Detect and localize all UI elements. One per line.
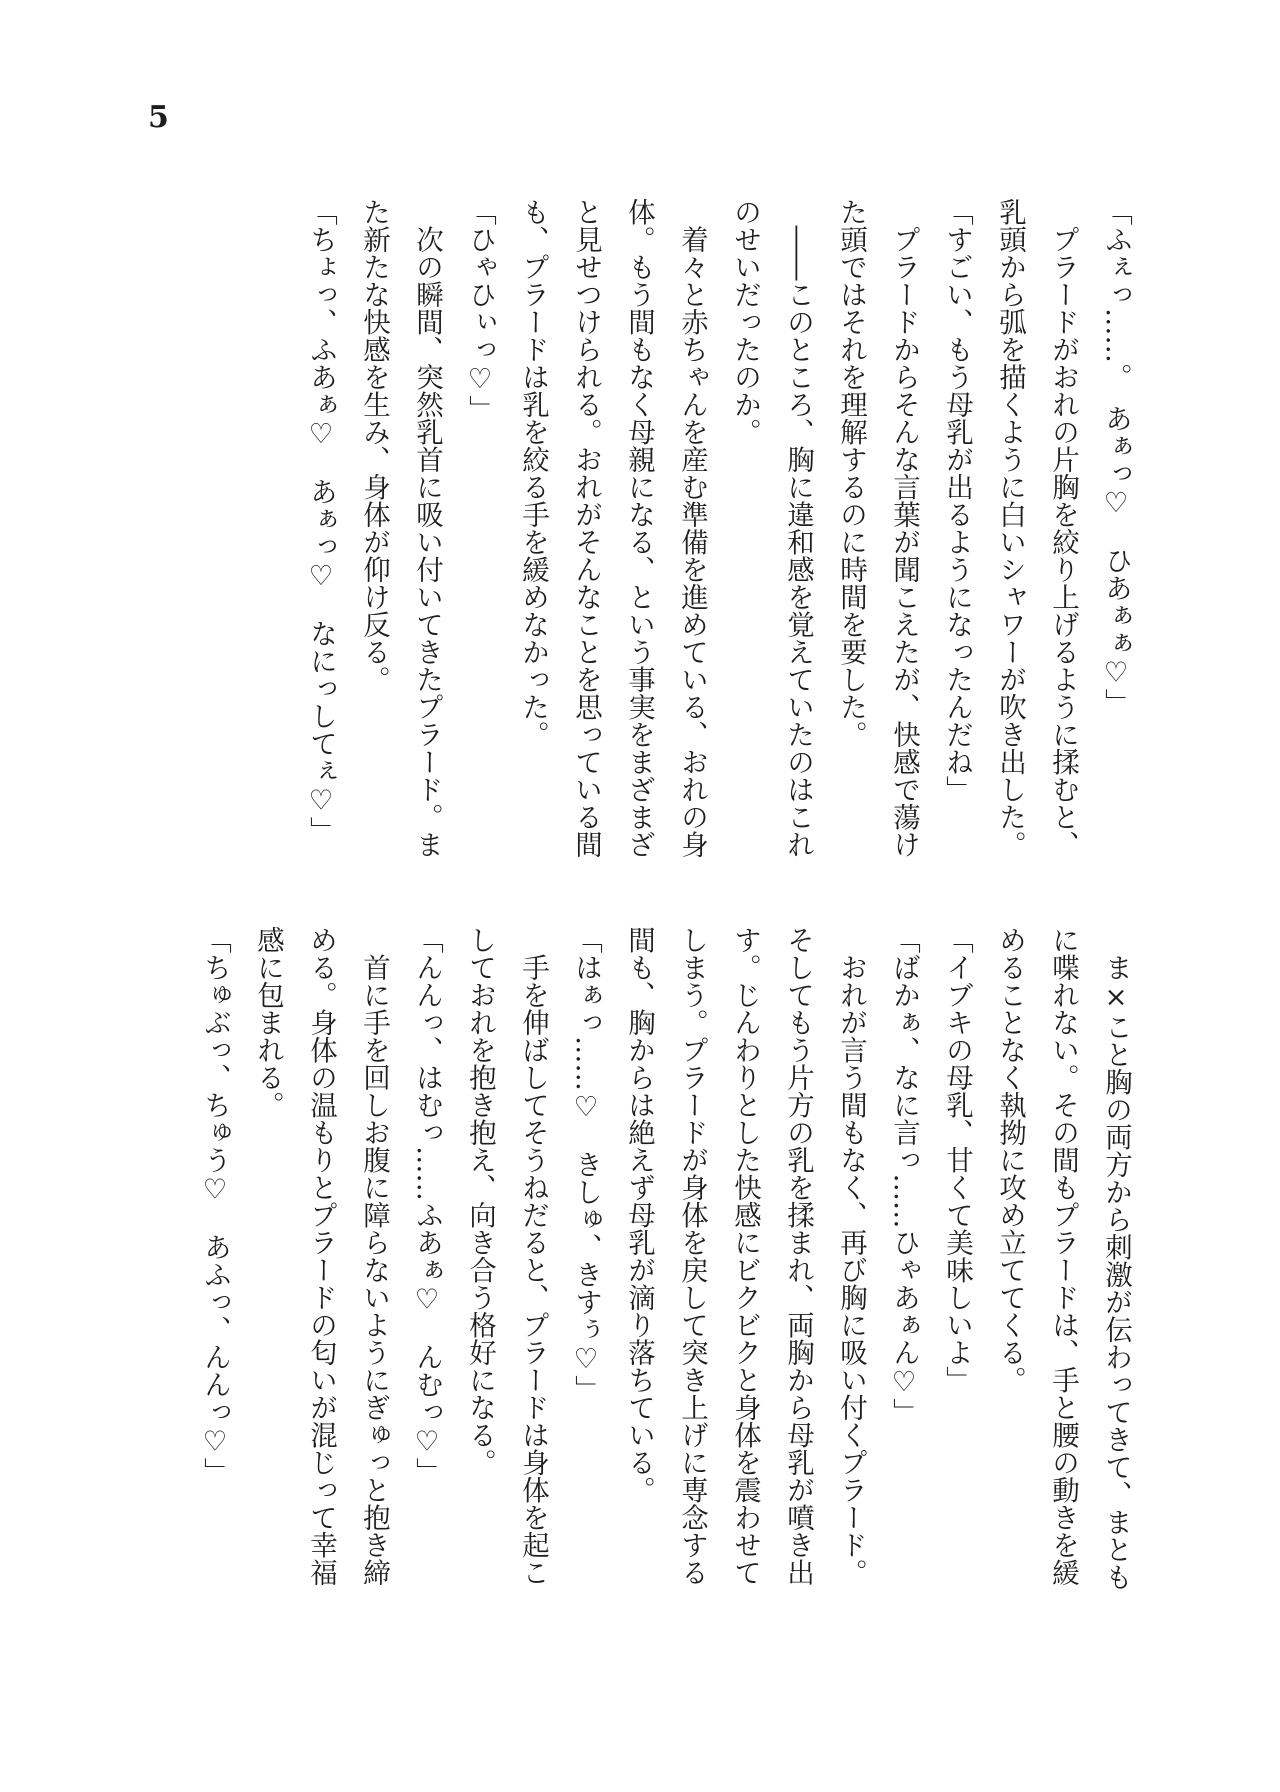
text-line: 次の瞬間、突然乳首に吸い付いてきたプラード。ま xyxy=(411,198,443,858)
text-line: 「ちゅぶっ、ちゅう♡ あふっ、んんっ♡」 xyxy=(199,926,231,1485)
text-line: おれが言う間もなく、再び胸に吸い付くプラード。 xyxy=(835,926,867,1586)
text-line: 体。もう間もなく母親になる、という事実をまざまざ xyxy=(623,198,655,858)
text-line: めることなく執拗に攻め立ててくる。 xyxy=(994,926,1026,1394)
text-line: 「はぁっ……♡ きしゅ、きすぅ♡」 xyxy=(570,926,602,1403)
text-line: 乳頭から弧を描くように白いシャワーが吹き出した。 xyxy=(994,198,1026,858)
text-line: と見せつけられる。おれがそんなことを思っている間 xyxy=(570,198,602,858)
text-line: に喋れない。その間もプラードは、手と腰の動きを緩 xyxy=(1047,926,1079,1586)
text-line: 「すごい、もう母乳が出るようになったんだね」 xyxy=(941,198,973,803)
text-line: プラードからそんな言葉が聞こえたが、快感で蕩け xyxy=(888,198,920,858)
text-line: た頭ではそれを理解するのに時間を要した。 xyxy=(835,198,867,748)
text-line: 着々と赤ちゃんを産む準備を進めている、おれの身 xyxy=(676,198,708,858)
text-line: プラードがおれの片胸を絞り上げるように揉むと、 xyxy=(1047,198,1079,858)
text-line: た新たな快感を生み、身体が仰け反る。 xyxy=(358,198,390,693)
text-line: ま×こと胸の両方から刺激が伝わってきて、まとも xyxy=(1100,926,1132,1591)
text-line: 手を伸ばしてそうねだると、プラードは身体を起こ xyxy=(517,926,549,1586)
text-line: しておれを抱き抱え、向き合う格好になる。 xyxy=(464,926,496,1476)
text-line: 「ふぇっ……。 あぁっ♡ ひあぁぁ♡」 xyxy=(1100,198,1132,716)
text-line: も、プラードは乳を絞る手を緩めなかった。 xyxy=(517,198,549,748)
text-line: 間も、胸からは絶えず母乳が滴り落ちている。 xyxy=(623,926,655,1504)
text-line: 感に包まれる。 xyxy=(252,926,284,1119)
text-line: のせいだったのか。 xyxy=(729,198,761,446)
text-line: 「んんっ、はむっ……ふあぁ♡ んむっ♡」 xyxy=(411,926,443,1485)
text-block-upper xyxy=(294,198,1142,868)
text-line: める。身体の温もりとプラードの匂いが混じって幸福 xyxy=(305,926,337,1586)
page-number: 5 xyxy=(148,100,169,135)
text-line: 「ひゃひぃっ♡」 xyxy=(464,198,496,423)
text-line: 「ちょっ、ふあぁ♡ あぁっ♡ なにっしてぇ♡」 xyxy=(305,198,337,844)
text-line: 「ばかぁ、なに言っ……ひゃあぁん♡」 xyxy=(888,926,920,1426)
text-block-lower xyxy=(188,926,1142,1596)
text-line: 「イブキの母乳、甘くて美味しいよ」 xyxy=(941,926,973,1394)
text-line: そしてもう片方の乳を揉まれ、両胸から母乳が噴き出 xyxy=(782,926,814,1586)
text-line: しまう。プラードが身体を戻して突き上げに専念する xyxy=(676,926,708,1586)
text-line: 首に手を回しお腹に障らないようにぎゅっと抱き締 xyxy=(358,926,390,1586)
text-line: す。じんわりとした快感にビクビクと身体を震わせて xyxy=(729,926,761,1586)
text-line: ――このところ、胸に違和感を覚えていたのはこれ xyxy=(782,198,814,858)
